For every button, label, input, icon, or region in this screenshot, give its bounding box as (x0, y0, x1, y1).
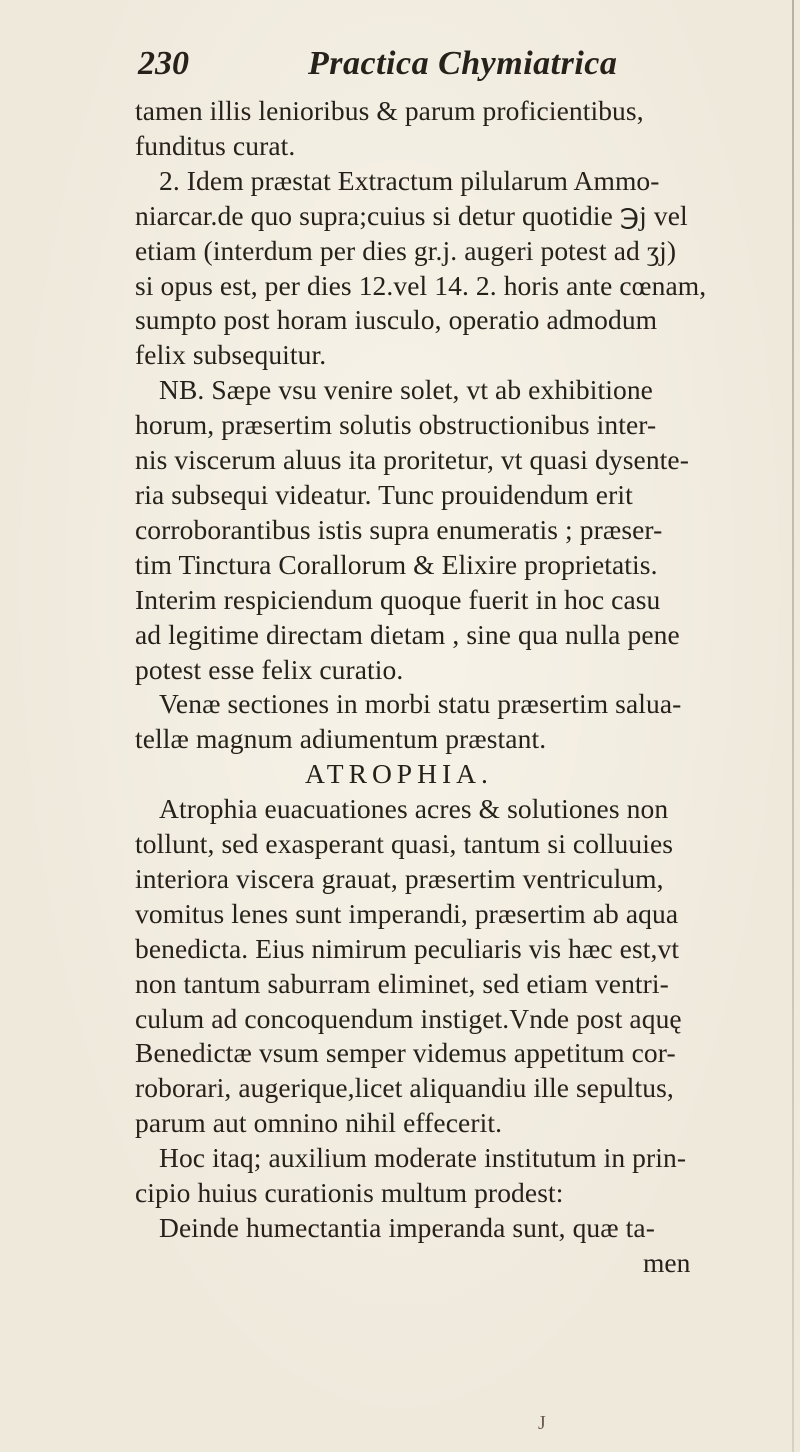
page-header (138, 42, 698, 86)
text-line: non tantum saburram eliminet, sed etiam ventri- (135, 967, 669, 999)
text-line: tamen illis lenioribus & parum proficientibus, (135, 95, 644, 126)
text-line: tellæ magnum adiumentum præstant. (135, 723, 547, 755)
text-line: nis viscerum aluus ita proritetur, vt quasi dysente- (135, 444, 689, 476)
text-line: Atrophia euacuationes acres & solutiones non (159, 793, 669, 825)
text-line: tollunt, sed exasperant quasi, tantum si colluuies (135, 828, 674, 860)
text-line: tim Tinctura Corallorum & Elixire proprietatis. (135, 548, 658, 580)
text-line: Venæ sectiones in morbi statu præsertim salua- (159, 688, 682, 720)
text-line: felix subsequitur. (135, 339, 327, 371)
text-line: culum ad concoquendum instiget.Vnde post aquę (135, 1002, 682, 1034)
text-line: Interim respiciendum quoque fuerit in hoc casu (135, 583, 661, 615)
text-line: vomitus lenes sunt imperandi, præsertim ab aqua (135, 897, 679, 929)
text-line: ad legitime directam dietam , sine qua nulla pene (135, 618, 680, 650)
text-line: parum aut omnino nihil effecerit. (135, 1107, 503, 1139)
text-line: ria subsequi videatur. Tunc prouidendum erit (135, 478, 633, 510)
text-line: interiora viscera grauat, præsertim ventriculum, (135, 862, 664, 894)
running-title: Practica Chymiatrica (308, 45, 618, 82)
text-line: Hoc itaq; auxilium moderate institutum in prin- (159, 1142, 687, 1174)
text-line: Benedictæ vsum semper videmus appetitum cor- (135, 1037, 676, 1069)
text-line: cipio huius curationis multum prodest: (135, 1177, 564, 1209)
text-line: roborari, augerique,licet aliquandiu ille sepultus, (135, 1072, 674, 1104)
text-line: corroborantibus istis supra enumeratis ; præser- (135, 513, 663, 545)
text-line: 2. Idem præstat Extractum pilularum Ammo- (159, 164, 660, 196)
text-line: NB. Sæpe vsu venire solet, vt ab exhibitione (159, 374, 653, 406)
text-line: niarcar.de quo supra;cuius si detur quotidie ℈j vel (135, 199, 688, 231)
text-line: benedicta. Eius nimirum peculiaris vis hæc est,vt (135, 932, 680, 964)
text-line: si opus est, per dies 12.vel 14. 2. horis ante cœnam, (135, 269, 707, 301)
catchword: men (643, 1246, 691, 1278)
text-line: horum, præsertim solutis obstructionibus inter- (135, 409, 657, 441)
text-line: etiam (interdum per dies gr.j. augeri potest ad ʒj) (135, 234, 677, 266)
text-line: sumpto post horam iusculo, operatio admodum (135, 304, 658, 336)
section-heading: ATROPHIA. (305, 758, 493, 790)
foot-mark: J (538, 1412, 546, 1434)
text-line: funditus curat. (135, 129, 296, 161)
body-text (135, 94, 707, 1281)
text-line: potest esse felix curatio. (135, 653, 404, 685)
text-line: Deinde humectantia imperanda sunt, quæ ta- (159, 1212, 655, 1243)
page-number: 230 (138, 45, 189, 82)
page-edge-shadow (792, 0, 794, 1452)
